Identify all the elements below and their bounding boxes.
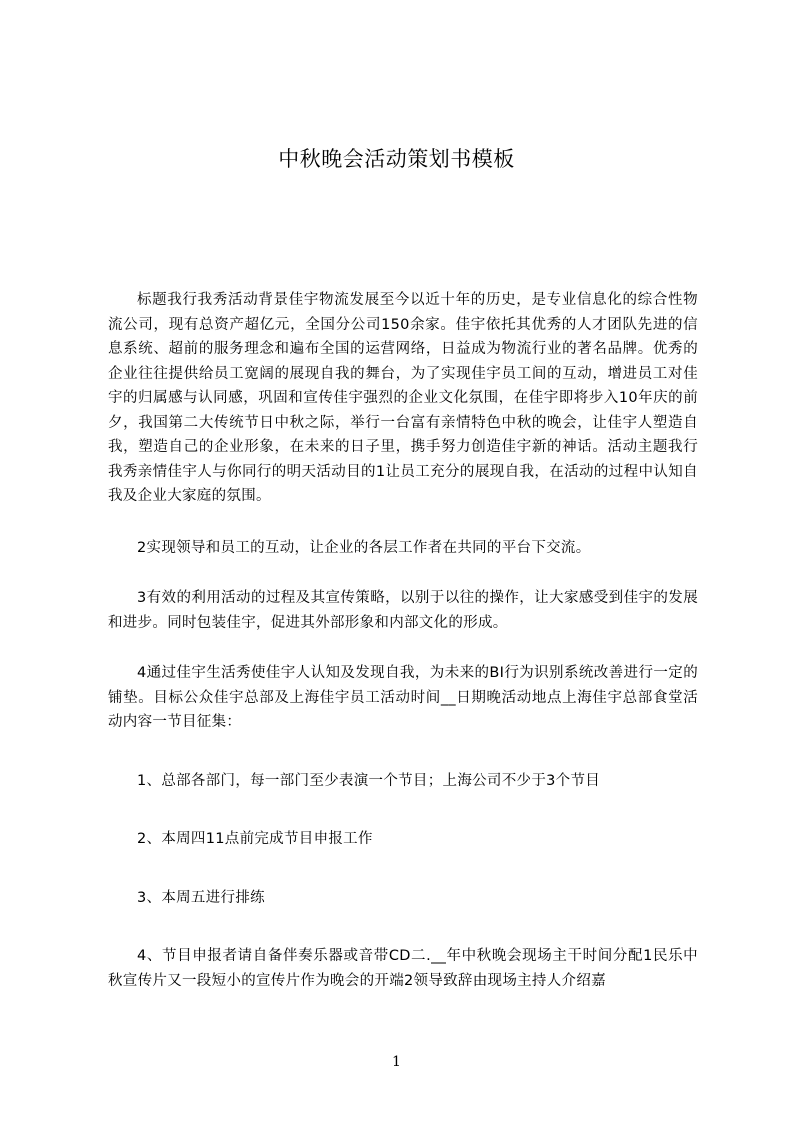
- document-title: 中秋晚会活动策划书模板: [278, 147, 515, 171]
- list-item-program-3: 3、本周五进行排练: [137, 889, 265, 906]
- list-item-program-2: 2、本周四11点前完成节目申报工作: [137, 831, 373, 847]
- page-number: 1: [392, 1054, 401, 1070]
- paragraph-goal-3: 3有效的利用活动的过程及其宣传策略，以别于以往的操作，让大家感受到佳宇的发展和进步。同时包装佳宇，促进其外部形象和内部文化的形成。: [108, 590, 698, 631]
- list-item-program-4: 4、节目申报者请自备伴奏乐器或音带CD二.__年中秋晚会现场主干时间分配1民乐中秋宣传片又一段短小的宣传片作为晚会的开端2领导致辞由现场主持人介绍嘉: [108, 948, 698, 989]
- list-item-program-1: 1、总部各部门，每一部门至少表演一个节目；上海公司不少于3个节目: [137, 772, 601, 789]
- paragraph-background: 标题我行我秀活动背景佳宇物流发展至今以近十年的历史，是专业信息化的综合性物流公司，现有总资产超亿元，全国分公司150余家。佳宇依托其优秀的人才团队先进的信息系统、超前的服务理念和遍布全国的运营网络，日益成为物流行业的著名品牌。优秀的企业往往提供给员工宽阔的展现自我的舞台，为了实现佳宇员工间的互动，增进员工对佳宇的归属感与认同感，巩固和宣传佳宇强烈的企业文化氛围，在佳宇即将步入10年庆的前夕，我国第二大传统节日中秋之际，举行一台富有亲情特色中秋的晚会，让佳宇人塑造自我，塑造自己的企业形象，在未来的日子里，携手努力创造佳宇新的神话。活动主题我行我秀亲情佳宇人与你同行的明天活动目的1让员工充分的展现自我，在活动的过程中认知自我及企业大家庭的氛围。: [108, 292, 698, 504]
- paragraph-goal-2: 2实现领导和员工的互动，让企业的各层工作者在共同的平台下交流。: [137, 539, 591, 556]
- paragraph-goal-4: 4通过佳宇生活秀使佳宇人认知及发现自我，为未来的BI行为识别系统改善进行一定的铺垫。目标公众佳宇总部及上海佳宇员工活动时间__日期晚活动地点上海佳宇总部食堂活动内容一节目征集：: [108, 665, 698, 730]
- document-body: [108, 288, 698, 1019]
